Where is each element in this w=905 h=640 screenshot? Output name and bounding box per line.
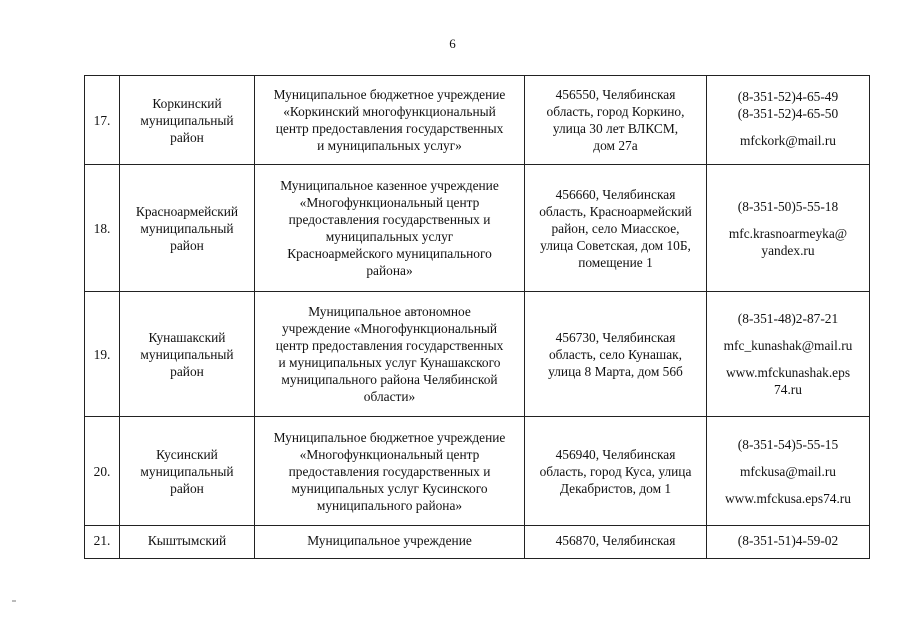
institution-cell xyxy=(255,417,525,526)
address-line: помещение 1 xyxy=(578,254,653,270)
institution-line: «Многофункциональный центр xyxy=(299,446,480,462)
address-line: улица Советская, дом 10Б, xyxy=(540,237,691,253)
email-link[interactable]: mfckork@mail.ru xyxy=(740,132,836,148)
institution-line: муниципальных услуг xyxy=(325,229,454,244)
address-line: 456870, Челябинская xyxy=(555,533,676,548)
address-line: 456550, Челябинская xyxy=(555,87,676,102)
institution-line: предоставления государственных и xyxy=(288,212,491,227)
district-line: муниципальный xyxy=(140,112,234,128)
contacts-cell xyxy=(707,417,870,526)
institution-cell xyxy=(255,165,525,292)
institution-line: и муниципальных услуг» xyxy=(317,138,462,153)
institution-line: Муниципальное казенное учреждение xyxy=(280,178,499,193)
table-row xyxy=(85,417,870,526)
address-line: улица 30 лет ВЛКСМ, xyxy=(552,121,679,136)
email-link[interactable]: mfc_kunashak@mail.ru xyxy=(723,338,853,353)
district-cell xyxy=(120,165,255,292)
address-line: Декабристов, дом 1 xyxy=(559,480,672,496)
row-number: 17. xyxy=(85,76,120,165)
address-line: улица 8 Марта, дом 56б xyxy=(548,363,683,379)
institution-line: «Коркинский многофункциональный xyxy=(283,104,496,119)
website-link[interactable]: www.mfckusa.eps74.ru xyxy=(725,490,851,506)
address-cell xyxy=(525,417,707,526)
address-line: район, село Миасское, xyxy=(551,220,680,236)
address-line: 456940, Челябинская xyxy=(555,446,676,462)
district-line: муниципальный xyxy=(140,463,234,479)
institution-line: учреждение «Многофункциональный xyxy=(281,321,498,336)
institution-line: муниципального района» xyxy=(316,497,463,513)
phone: (8-351-54)5-55-15 xyxy=(737,436,839,452)
institution-line: области» xyxy=(363,389,416,404)
district-line: Кунашакский xyxy=(148,329,226,345)
mfc-table xyxy=(84,75,870,559)
institution-line: Муниципальное учреждение xyxy=(307,533,472,548)
row-number: 19. xyxy=(85,292,120,417)
scan-artifact xyxy=(12,600,16,602)
address-cell xyxy=(525,165,707,292)
institution-line: Муниципальное автономное xyxy=(308,304,471,319)
institution-line: муниципальных услуг Кусинского xyxy=(291,480,488,496)
table-row xyxy=(85,526,870,559)
contacts-cell xyxy=(707,165,870,292)
phone: (8-351-48)2-87-21 xyxy=(737,311,839,326)
institution-cell xyxy=(255,292,525,417)
institution-line: и муниципальных услуг Кунашакского xyxy=(278,355,501,370)
address-line: область, Красноармейский xyxy=(539,203,692,219)
table-row xyxy=(85,165,870,292)
institution-line: центр предоставления государственных xyxy=(275,121,504,136)
table-row xyxy=(85,76,870,165)
district-cell xyxy=(120,526,255,559)
district-line: Кусинский xyxy=(156,446,218,462)
district-line: Красноармейский xyxy=(135,203,239,219)
address-line: область, город Куса, улица xyxy=(539,463,692,479)
institution-line: предоставления государственных и xyxy=(288,463,491,479)
district-line: муниципальный xyxy=(140,346,234,362)
institution-line: Красноармейского муниципального xyxy=(287,246,492,261)
address-line: дом 27а xyxy=(593,138,638,153)
contacts-cell xyxy=(707,526,870,559)
address-line: область, город Коркино, xyxy=(546,104,685,119)
district-line: Коркинский xyxy=(152,95,222,111)
row-number: 20. xyxy=(85,417,120,526)
address-line: 456660, Челябинская xyxy=(555,186,676,202)
institution-line: центр предоставления государственных xyxy=(275,338,504,353)
district-cell xyxy=(120,76,255,165)
phone: (8-351-50)5-55-18 xyxy=(737,198,839,214)
institution-line: Муниципальное бюджетное учреждение xyxy=(273,87,506,102)
contacts-cell xyxy=(707,76,870,165)
address-cell xyxy=(525,292,707,417)
district-cell xyxy=(120,417,255,526)
institution-cell xyxy=(255,526,525,559)
district-line: район xyxy=(170,237,204,253)
institution-line: Муниципальное бюджетное учреждение xyxy=(273,429,506,445)
district-line: район xyxy=(170,480,204,496)
institution-cell xyxy=(255,76,525,165)
phone: (8-351-52)4-65-49 xyxy=(737,88,839,104)
email-link[interactable]: mfc.krasnoarmeyka@ xyxy=(728,225,848,241)
institution-line: «Многофункциональный центр xyxy=(299,195,480,210)
district-cell xyxy=(120,292,255,417)
phone: (8-351-52)4-65-50 xyxy=(737,105,839,121)
address-line: область, село Кунашак, xyxy=(548,346,682,362)
district-line: Кыштымский xyxy=(147,533,227,548)
email-link[interactable]: yandex.ru xyxy=(761,242,815,258)
email-link[interactable]: mfckusa@mail.ru xyxy=(740,463,836,479)
table-row xyxy=(85,292,870,417)
page-number: 6 xyxy=(449,36,456,51)
district-line: муниципальный xyxy=(140,220,234,236)
address-line: 456730, Челябинская xyxy=(555,329,676,345)
contacts-cell xyxy=(707,292,870,417)
row-number: 18. xyxy=(85,165,120,292)
website-link[interactable]: www.mfckunashak.eps xyxy=(725,365,851,380)
district-line: район xyxy=(170,363,204,379)
phone: (8-351-51)4-59-02 xyxy=(737,533,839,548)
district-line: район xyxy=(170,129,204,145)
address-cell xyxy=(525,526,707,559)
row-number: 21. xyxy=(85,526,120,559)
website-link[interactable]: 74.ru xyxy=(774,382,802,397)
institution-line: муниципального района Челябинской xyxy=(281,372,498,387)
address-cell xyxy=(525,76,707,165)
institution-line: района» xyxy=(366,263,413,278)
